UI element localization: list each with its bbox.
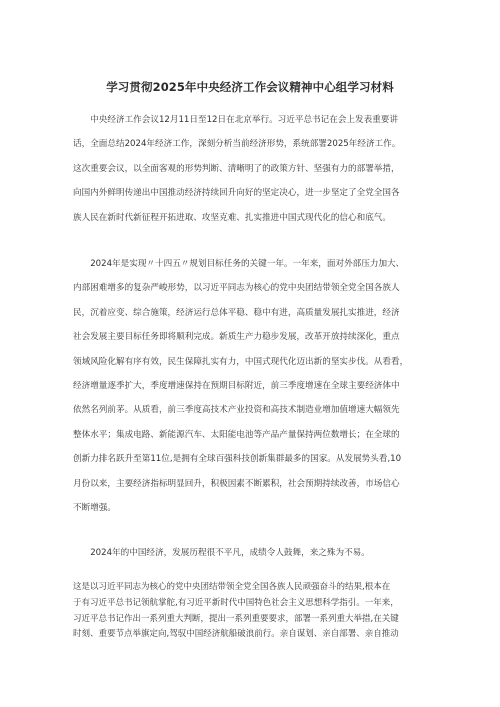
text-line: 2024年的中国经济，发展历程很不平凡，成绩令人鼓舞，来之殊为不易。 — [73, 548, 370, 558]
text-line: 月份以来，主要经济指标明显回升，积极因素不断累积，社会预期持续改善，市场信心 — [73, 478, 400, 489]
text-line: 族人民在新时代新征程开拓进取、攻坚克难、扎实推进中国式现代化的信心和底气。 — [73, 212, 391, 223]
text-line: 依然名列前茅。从质看，前三季度高技术产业投资和高技术制造业增加值增速大幅领先 — [73, 405, 400, 416]
paragraph-2 — [73, 252, 437, 520]
text-line: 整体水平；集成电路、新能源汽车、太阳能电池等产品产量保持两位数增长；在全球的 — [73, 429, 400, 440]
paragraph-3 — [73, 541, 437, 565]
text-line: 话，全面总结2024年经济工作，深刻分析当前经济形势，系统部署2025年经济工作。 — [73, 139, 401, 150]
text-line: 这次重要会议，以全面客观的形势判断、清晰明了的政策方针、坚强有力的部署举措， — [73, 163, 400, 174]
text-line: 民，沉着应变、综合施策，经济运行总体平稳、稳中有进，高质量发展扎实推进，经济 — [73, 307, 400, 318]
text-line: 社会发展主要目标任务即将顺利完成。新质生产力稳步发展，改革开放持续深化，重点 — [73, 332, 400, 343]
text-line: 向国内外鲜明传递出中国推动经济持续回升向好的坚定决心，进一步坚定了全党全国各 — [73, 188, 400, 199]
text-line: 这是以习近平同志为核心的党中央团结带领全党全国各族人民顽强奋斗的结果,根本在 — [73, 582, 391, 592]
paragraph-4 — [73, 580, 437, 643]
text-line: 不断增强。 — [73, 503, 116, 514]
text-line: 习近平总书记作出一系列重大判断，提出一系列重要要求，部署一系列重大举措,在关键 — [73, 613, 399, 624]
text-line: 中央经济工作会议12月11日至12日在北京举行。习近平总书记在会上发表重要讲 — [73, 115, 398, 125]
text-line: 内部困难增多的复杂严峻形势，以习近平同志为核心的党中央团结带领全党全国各族人 — [73, 283, 400, 294]
text-line: 领域风险化解有序有效，民生保障扎实有力，中国式现代化迈出新的坚实步伐。从看看， — [73, 356, 409, 367]
text-line: 于有习近平总书记领航掌舵,有习近平新时代中国特色社会主义思想科学指引。一年来， — [73, 597, 399, 608]
paragraph-1 — [73, 108, 437, 230]
text-line: 2024年是实现〃十四五〃规划目标任务的关键一年。一年来，面对外部压力加大、 — [73, 259, 405, 269]
text-line: 创新力排名跃升至第11位,是拥有全球百强科技创新集群最多的国家。从发展势头看,10 — [73, 454, 402, 465]
document-title: 学习贯彻2025年中央经济工作会议精神中心组学习材料 — [106, 80, 394, 94]
text-line: 经济增量逐季扩大，季度增速保持在预期目标附近，前三季度增速在全球主要经济体中 — [73, 381, 400, 392]
text-line: 时刻、重要节点举旗定向,驾驭中国经济航船破浪前行。亲自谋划、亲自部署、亲自推动 — [73, 629, 399, 640]
